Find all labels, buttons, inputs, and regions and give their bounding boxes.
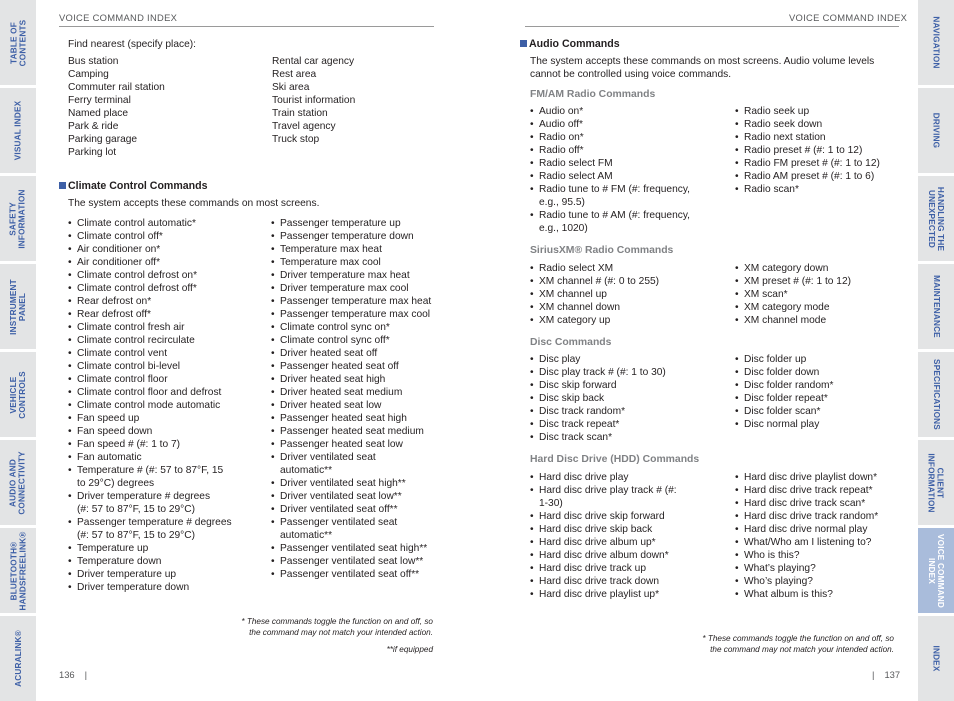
command-item: • Driver heated seat off xyxy=(271,347,441,360)
command-item: • Passenger heated seat high xyxy=(271,412,441,425)
command-item: • Hard disc drive track repeat* xyxy=(735,484,905,497)
command-item: • Disc folder repeat* xyxy=(735,392,905,405)
list-item: Commuter rail station xyxy=(68,82,165,93)
command-item: • Fan speed down xyxy=(68,425,263,438)
tab-label: VEHICLE CONTROLS xyxy=(9,370,28,419)
command-item: • Climate control automatic* xyxy=(68,217,263,230)
page-number-divider: | xyxy=(872,669,875,680)
command-item: • XM scan* xyxy=(735,288,905,301)
command-item: • Who is this? xyxy=(735,549,905,562)
command-item: • Radio seek up xyxy=(735,105,905,118)
tab-index[interactable] xyxy=(918,616,954,701)
hdd-list-1 xyxy=(530,471,730,601)
command-item: • Radio scan* xyxy=(735,183,905,196)
command-item: • Climate control fresh air xyxy=(68,321,263,334)
command-item: • Driver ventilated seat automatic** xyxy=(271,451,441,477)
tab-label: ACURALINK® xyxy=(13,630,23,687)
command-item: • Climate control floor and defrost xyxy=(68,386,263,399)
command-item: • Hard disc drive playlist up* xyxy=(530,588,730,601)
command-item: • Driver ventilated seat high** xyxy=(271,477,441,490)
command-item: • Passenger heated seat low xyxy=(271,438,441,451)
command-item: • Hard disc drive play xyxy=(530,471,730,484)
tab-label: INSTRUMENT PANEL xyxy=(9,278,28,335)
siriusxm-list-1 xyxy=(530,262,730,327)
command-item: • Passenger heated seat off xyxy=(271,360,441,373)
command-item: • Driver ventilated seat low** xyxy=(271,490,441,503)
tab-audio-and-connectivity[interactable] xyxy=(0,440,36,525)
list-item: Parking lot xyxy=(68,147,117,158)
command-item: • XM channel up xyxy=(530,288,730,301)
fm-am-list-1 xyxy=(530,105,730,235)
command-item: • Radio select AM xyxy=(530,170,730,183)
command-item: • Hard disc drive skip forward xyxy=(530,510,730,523)
left-page-number-value: 136 xyxy=(59,669,75,680)
command-item: • Driver heated seat low xyxy=(271,399,441,412)
audio-intro: The system accepts these commands on most screens. Audio volume levels cannot be controlled using voice commands. xyxy=(530,56,875,80)
command-item: • Temperature # (#: 57 to 87°F, 15 to 29°C) degrees xyxy=(68,464,263,490)
command-item: • Climate control floor xyxy=(68,373,263,386)
list-item: Ferry terminal xyxy=(68,95,131,106)
command-item: • Fan speed # (#: 1 to 7) xyxy=(68,438,263,451)
tab-label: SAFETY INFORMATION xyxy=(9,188,28,249)
tab-label: INDEX xyxy=(931,645,941,672)
siriusxm-subtitle: SiriusXM® Radio Commands xyxy=(530,245,674,256)
command-item: • What’s playing? xyxy=(735,562,905,575)
disc-list-1 xyxy=(530,353,730,444)
command-item: • Disc play xyxy=(530,353,730,366)
list-item: Park & ride xyxy=(68,121,119,132)
command-item: • Disc folder scan* xyxy=(735,405,905,418)
command-item: • What album is this? xyxy=(735,588,905,601)
left-page-number xyxy=(59,669,87,680)
list-item: Ski area xyxy=(272,82,310,93)
tab-label: HANDLING THE UNEXPECTED xyxy=(927,186,946,251)
command-item: • Fan speed up xyxy=(68,412,263,425)
left-header-rule xyxy=(59,26,434,27)
tab-label: SPECIFICATIONS xyxy=(931,359,941,430)
command-item: • Air conditioner off* xyxy=(68,256,263,269)
command-item: • Disc folder random* xyxy=(735,379,905,392)
command-item: • Passenger heated seat medium xyxy=(271,425,441,438)
command-item: • Who’s playing? xyxy=(735,575,905,588)
command-item: • Temperature max heat xyxy=(271,243,441,256)
command-item: • Passenger ventilated seat low** xyxy=(271,555,441,568)
command-item: • Radio seek down xyxy=(735,118,905,131)
right-footnote-star: * These commands toggle the function on and off, so the command may not match your intended action. xyxy=(702,634,894,654)
command-item: • XM channel down xyxy=(530,301,730,314)
command-item: • Disc normal play xyxy=(735,418,905,431)
command-item: • Temperature up xyxy=(68,542,263,555)
siriusxm-list-2 xyxy=(735,262,905,327)
page-number-divider: | xyxy=(84,669,88,680)
command-item: • Radio preset # (#: 1 to 12) xyxy=(735,144,905,157)
right-section-tabs xyxy=(918,0,954,699)
command-item: • Radio AM preset # (#: 1 to 6) xyxy=(735,170,905,183)
command-item: • Radio FM preset # (#: 1 to 12) xyxy=(735,157,905,170)
command-item: • Passenger temperature # degrees (#: 57 to 87°F, 15 to 29°C) xyxy=(68,516,263,542)
tab-label: DRIVING xyxy=(931,112,941,149)
command-item: • Driver temperature # degrees (#: 57 to 87°F, 15 to 29°C) xyxy=(68,490,263,516)
command-item: • Climate control off* xyxy=(68,230,263,243)
climate-list-2 xyxy=(271,217,441,581)
right-page-header: VOICE COMMAND INDEX xyxy=(789,12,908,23)
command-item: • Disc skip forward xyxy=(530,379,730,392)
tab-bluetooth-handsfreelink[interactable] xyxy=(0,528,36,613)
command-item: • Rear defrost on* xyxy=(68,295,263,308)
command-item: • Disc skip back xyxy=(530,392,730,405)
command-item: • Climate control mode automatic xyxy=(68,399,263,412)
tab-label: CLIENT INFORMATION xyxy=(927,452,946,513)
command-item: • Disc track random* xyxy=(530,405,730,418)
list-item: Tourist information xyxy=(272,95,356,106)
command-item: • Hard disc drive track scan* xyxy=(735,497,905,510)
tab-label: VISUAL INDEX xyxy=(13,100,23,161)
right-page-number xyxy=(872,669,900,680)
command-item: • XM channel # (#: 0 to 255) xyxy=(530,275,730,288)
command-item: • Passenger temperature down xyxy=(271,230,441,243)
command-item: • Driver ventilated seat off** xyxy=(271,503,441,516)
right-page-number-value: 137 xyxy=(884,669,901,680)
tab-specifications[interactable] xyxy=(918,352,954,437)
command-item: • Climate control defrost off* xyxy=(68,282,263,295)
command-item: • Hard disc drive playlist down* xyxy=(735,471,905,484)
list-item: Named place xyxy=(68,108,129,119)
command-item: • Driver temperature max cool xyxy=(271,282,441,295)
fm-am-list-2 xyxy=(735,105,905,196)
tab-maintenance[interactable] xyxy=(918,264,954,349)
command-item: • XM preset # (#: 1 to 12) xyxy=(735,275,905,288)
list-item: Rental car agency xyxy=(272,56,355,67)
command-item: • Radio on* xyxy=(530,131,730,144)
command-item: • Hard disc drive track random* xyxy=(735,510,905,523)
tab-label: NAVIGATION xyxy=(931,16,941,69)
command-item: • Climate control recirculate xyxy=(68,334,263,347)
tab-safety-information[interactable] xyxy=(0,176,36,261)
audio-section-title xyxy=(520,38,620,50)
disc-list-2 xyxy=(735,353,905,431)
tab-acuralink[interactable] xyxy=(0,616,36,701)
tab-label: MAINTENANCE xyxy=(931,275,941,338)
find-nearest-list-2 xyxy=(272,55,355,146)
list-item: Truck stop xyxy=(272,134,320,145)
command-item: • Radio tune to # FM (#: frequency, e.g., 95.5) xyxy=(530,183,730,209)
command-item: • Rear defrost off* xyxy=(68,308,263,321)
command-item: • What/Who am I listening to? xyxy=(735,536,905,549)
climate-list-1 xyxy=(68,217,263,594)
command-item: • Passenger ventilated seat automatic** xyxy=(271,516,441,542)
section-marker-icon xyxy=(520,40,527,47)
command-item: • Driver temperature max heat xyxy=(271,269,441,282)
tab-driving[interactable] xyxy=(918,88,954,173)
command-item: • Passenger ventilated seat high** xyxy=(271,542,441,555)
command-item: • Passenger ventilated seat off** xyxy=(271,568,441,581)
tab-visual-index[interactable] xyxy=(0,88,36,173)
audio-title-text: Audio Commands xyxy=(529,38,620,50)
tab-label: BLUETOOTH® HANDSFREELINK® xyxy=(9,531,28,610)
climate-section-title xyxy=(59,180,208,192)
disc-subtitle: Disc Commands xyxy=(530,337,612,348)
find-nearest-label: Find nearest (specify place): xyxy=(68,39,196,50)
left-section-tabs xyxy=(0,0,36,699)
command-item: • Disc folder up xyxy=(735,353,905,366)
command-item: • XM category up xyxy=(530,314,730,327)
list-item: Rest area xyxy=(272,69,317,80)
command-item: • Climate control vent xyxy=(68,347,263,360)
fm-am-subtitle: FM/AM Radio Commands xyxy=(530,89,656,100)
command-item: • Hard disc drive normal play xyxy=(735,523,905,536)
command-item: • Disc play track # (#: 1 to 30) xyxy=(530,366,730,379)
tab-handling-the-unexpected[interactable] xyxy=(918,176,954,261)
tab-vehicle-controls[interactable] xyxy=(0,352,36,437)
command-item: • Climate control sync off* xyxy=(271,334,441,347)
tab-table-of-contents[interactable] xyxy=(0,0,36,85)
tab-instrument-panel[interactable] xyxy=(0,264,36,349)
left-page-header: VOICE COMMAND INDEX xyxy=(59,12,178,23)
command-item: • Temperature down xyxy=(68,555,263,568)
list-item: Parking garage xyxy=(68,134,138,145)
tab-client-information[interactable] xyxy=(918,440,954,525)
section-marker-icon xyxy=(59,182,66,189)
command-item: • Hard disc drive play track # (#: 1-30) xyxy=(530,484,730,510)
tab-label: VOICE COMMAND INDEX xyxy=(927,533,946,608)
command-item: • Radio select FM xyxy=(530,157,730,170)
tab-label: TABLE OF CONTENTS xyxy=(9,19,28,66)
command-item: • Disc folder down xyxy=(735,366,905,379)
command-item: • Air conditioner on* xyxy=(68,243,263,256)
command-item: • Hard disc drive album up* xyxy=(530,536,730,549)
climate-intro: The system accepts these commands on most screens. xyxy=(68,198,320,209)
hdd-subtitle: Hard Disc Drive (HDD) Commands xyxy=(530,454,700,465)
command-item: • Disc track scan* xyxy=(530,431,730,444)
command-item: • Hard disc drive album down* xyxy=(530,549,730,562)
right-header-rule xyxy=(525,26,899,27)
command-item: • Radio select XM xyxy=(530,262,730,275)
command-item: • Temperature max cool xyxy=(271,256,441,269)
climate-title-text: Climate Control Commands xyxy=(68,180,208,192)
tab-voice-command-index[interactable] xyxy=(918,528,954,613)
command-item: • XM category down xyxy=(735,262,905,275)
command-item: • Radio next station xyxy=(735,131,905,144)
command-item: • Driver heated seat medium xyxy=(271,386,441,399)
command-item: • XM category mode xyxy=(735,301,905,314)
command-item: • Hard disc drive skip back xyxy=(530,523,730,536)
list-item: Camping xyxy=(68,69,109,80)
command-item: • Passenger temperature max cool xyxy=(271,308,441,321)
command-item: • Disc track repeat* xyxy=(530,418,730,431)
command-item: • Radio tune to # AM (#: frequency, e.g., 1020) xyxy=(530,209,730,235)
command-item: • Driver temperature up xyxy=(68,568,263,581)
command-item: • Climate control defrost on* xyxy=(68,269,263,282)
command-item: • XM channel mode xyxy=(735,314,905,327)
command-item: • Fan automatic xyxy=(68,451,263,464)
tab-label: AUDIO AND CONNECTIVITY xyxy=(9,450,28,515)
command-item: • Passenger temperature max heat xyxy=(271,295,441,308)
list-item: Bus station xyxy=(68,56,119,67)
command-item: • Radio off* xyxy=(530,144,730,157)
command-item: • Audio on* xyxy=(530,105,730,118)
find-nearest-list-1 xyxy=(68,55,165,159)
command-item: • Climate control sync on* xyxy=(271,321,441,334)
list-item: Train station xyxy=(272,108,328,119)
command-item: • Climate control bi-level xyxy=(68,360,263,373)
left-footnote-star: * These commands toggle the function on and off, so the command may not match your intended action. xyxy=(241,617,433,637)
tab-navigation[interactable] xyxy=(918,0,954,85)
command-item: • Driver temperature down xyxy=(68,581,263,594)
command-item: • Audio off* xyxy=(530,118,730,131)
left-footnote-double-star: **if equipped xyxy=(386,645,433,654)
hdd-list-2 xyxy=(735,471,905,601)
command-item: • Passenger temperature up xyxy=(271,217,441,230)
command-item: • Hard disc drive track down xyxy=(530,575,730,588)
list-item: Travel agency xyxy=(272,121,336,132)
command-item: • Hard disc drive track up xyxy=(530,562,730,575)
command-item: • Driver heated seat high xyxy=(271,373,441,386)
